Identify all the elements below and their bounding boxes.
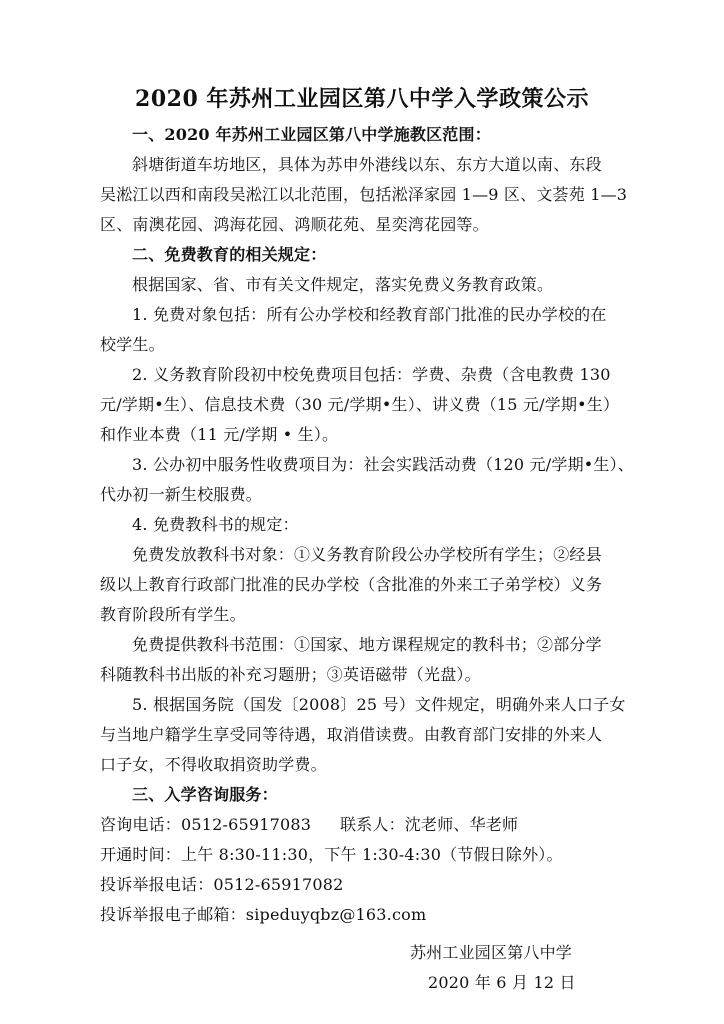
section2-heading: 二、免费教育的相关规定： — [132, 245, 327, 264]
section2-line: 校学生。 — [100, 335, 165, 354]
contact-person: 联系人：沈老师、华老师 — [340, 815, 519, 834]
footer-school: 苏州工业园区第八中学 — [410, 943, 573, 962]
section2-line: 与当地户籍学生享受同等待遇，取消借读费。由教育部门安排的外来人 — [100, 725, 603, 744]
section2-line: 口子女，不得收取捐资助学费。 — [100, 755, 327, 774]
consult-phone: 咨询电话：0512-65917083 — [100, 815, 312, 834]
section2-line: 根据国家、省、市有关文件规定，落实免费义务教育政策。 — [132, 275, 554, 294]
service-hours: 开通时间：上午 8:30-11:30，下午 1:30-4:30（节假日除外）。 — [100, 845, 563, 864]
complaint-email: 投诉举报电子邮箱：sipeduyqbz@163.com — [100, 905, 427, 924]
section2-line: 1. 免费对象包括：所有公办学校和经教育部门批准的民办学校的在 — [132, 305, 607, 324]
section2-line: 和作业本费（11 元/学期 • 生）。 — [100, 425, 339, 444]
section2-line: 科随教科书出版的补充习题册；③英语磁带（光盘）。 — [100, 665, 481, 684]
section2-line: 5. 根据国务院（国发〔2008〕25 号）文件规定，明确外来人口子女 — [132, 695, 626, 714]
section2-line: 元/学期•生）、信息技术费（30 元/学期•生）、讲义费（15 元/学期•生） — [100, 395, 620, 414]
section2-line: 教育阶段所有学生。 — [100, 605, 246, 624]
section2-line: 2. 义务教育阶段初中校免费项目包括：学费、杂费（含电教费 130 — [132, 365, 611, 384]
section2-line: 免费提供教科书范围：①国家、地方课程规定的教科书；②部分学 — [132, 635, 602, 654]
section2-line: 级以上教育行政部门批准的民办学校（含批准的外来工子弟学校）义务 — [100, 575, 603, 594]
section2-line: 代办初一新生校服费。 — [100, 485, 263, 504]
section2-line: 4. 免费教科书的规定： — [132, 515, 299, 534]
section2-line: 免费发放教科书对象：①义务教育阶段公办学校所有学生；②经县 — [132, 545, 602, 564]
complaint-phone: 投诉举报电话：0512-65917082 — [100, 875, 344, 894]
section1-heading: 一、2020 年苏州工业园区第八中学施教区范围： — [132, 125, 491, 144]
section2-line: 3. 公办初中服务性收费项目为：社会实践活动费（120 元/学期•生）、 — [132, 455, 635, 474]
section1-line: 区、南澳花园、鸿海花园、鸿顺花苑、星奕湾花园等。 — [100, 215, 489, 234]
section3-heading: 三、入学咨询服务： — [132, 785, 278, 804]
section1-line: 吴淞江以西和南段吴淞江以北范围，包括淞泽家园 1—9 区、文荟苑 1—3 — [100, 185, 628, 204]
footer-date: 2020 年 6 月 12 日 — [428, 973, 576, 992]
document-title: 2020 年苏州工业园区第八中学入学政策公示 — [135, 86, 589, 112]
section1-line: 斜塘街道车坊地区，具体为苏申外港线以东、东方大道以南、东段 — [132, 155, 602, 174]
